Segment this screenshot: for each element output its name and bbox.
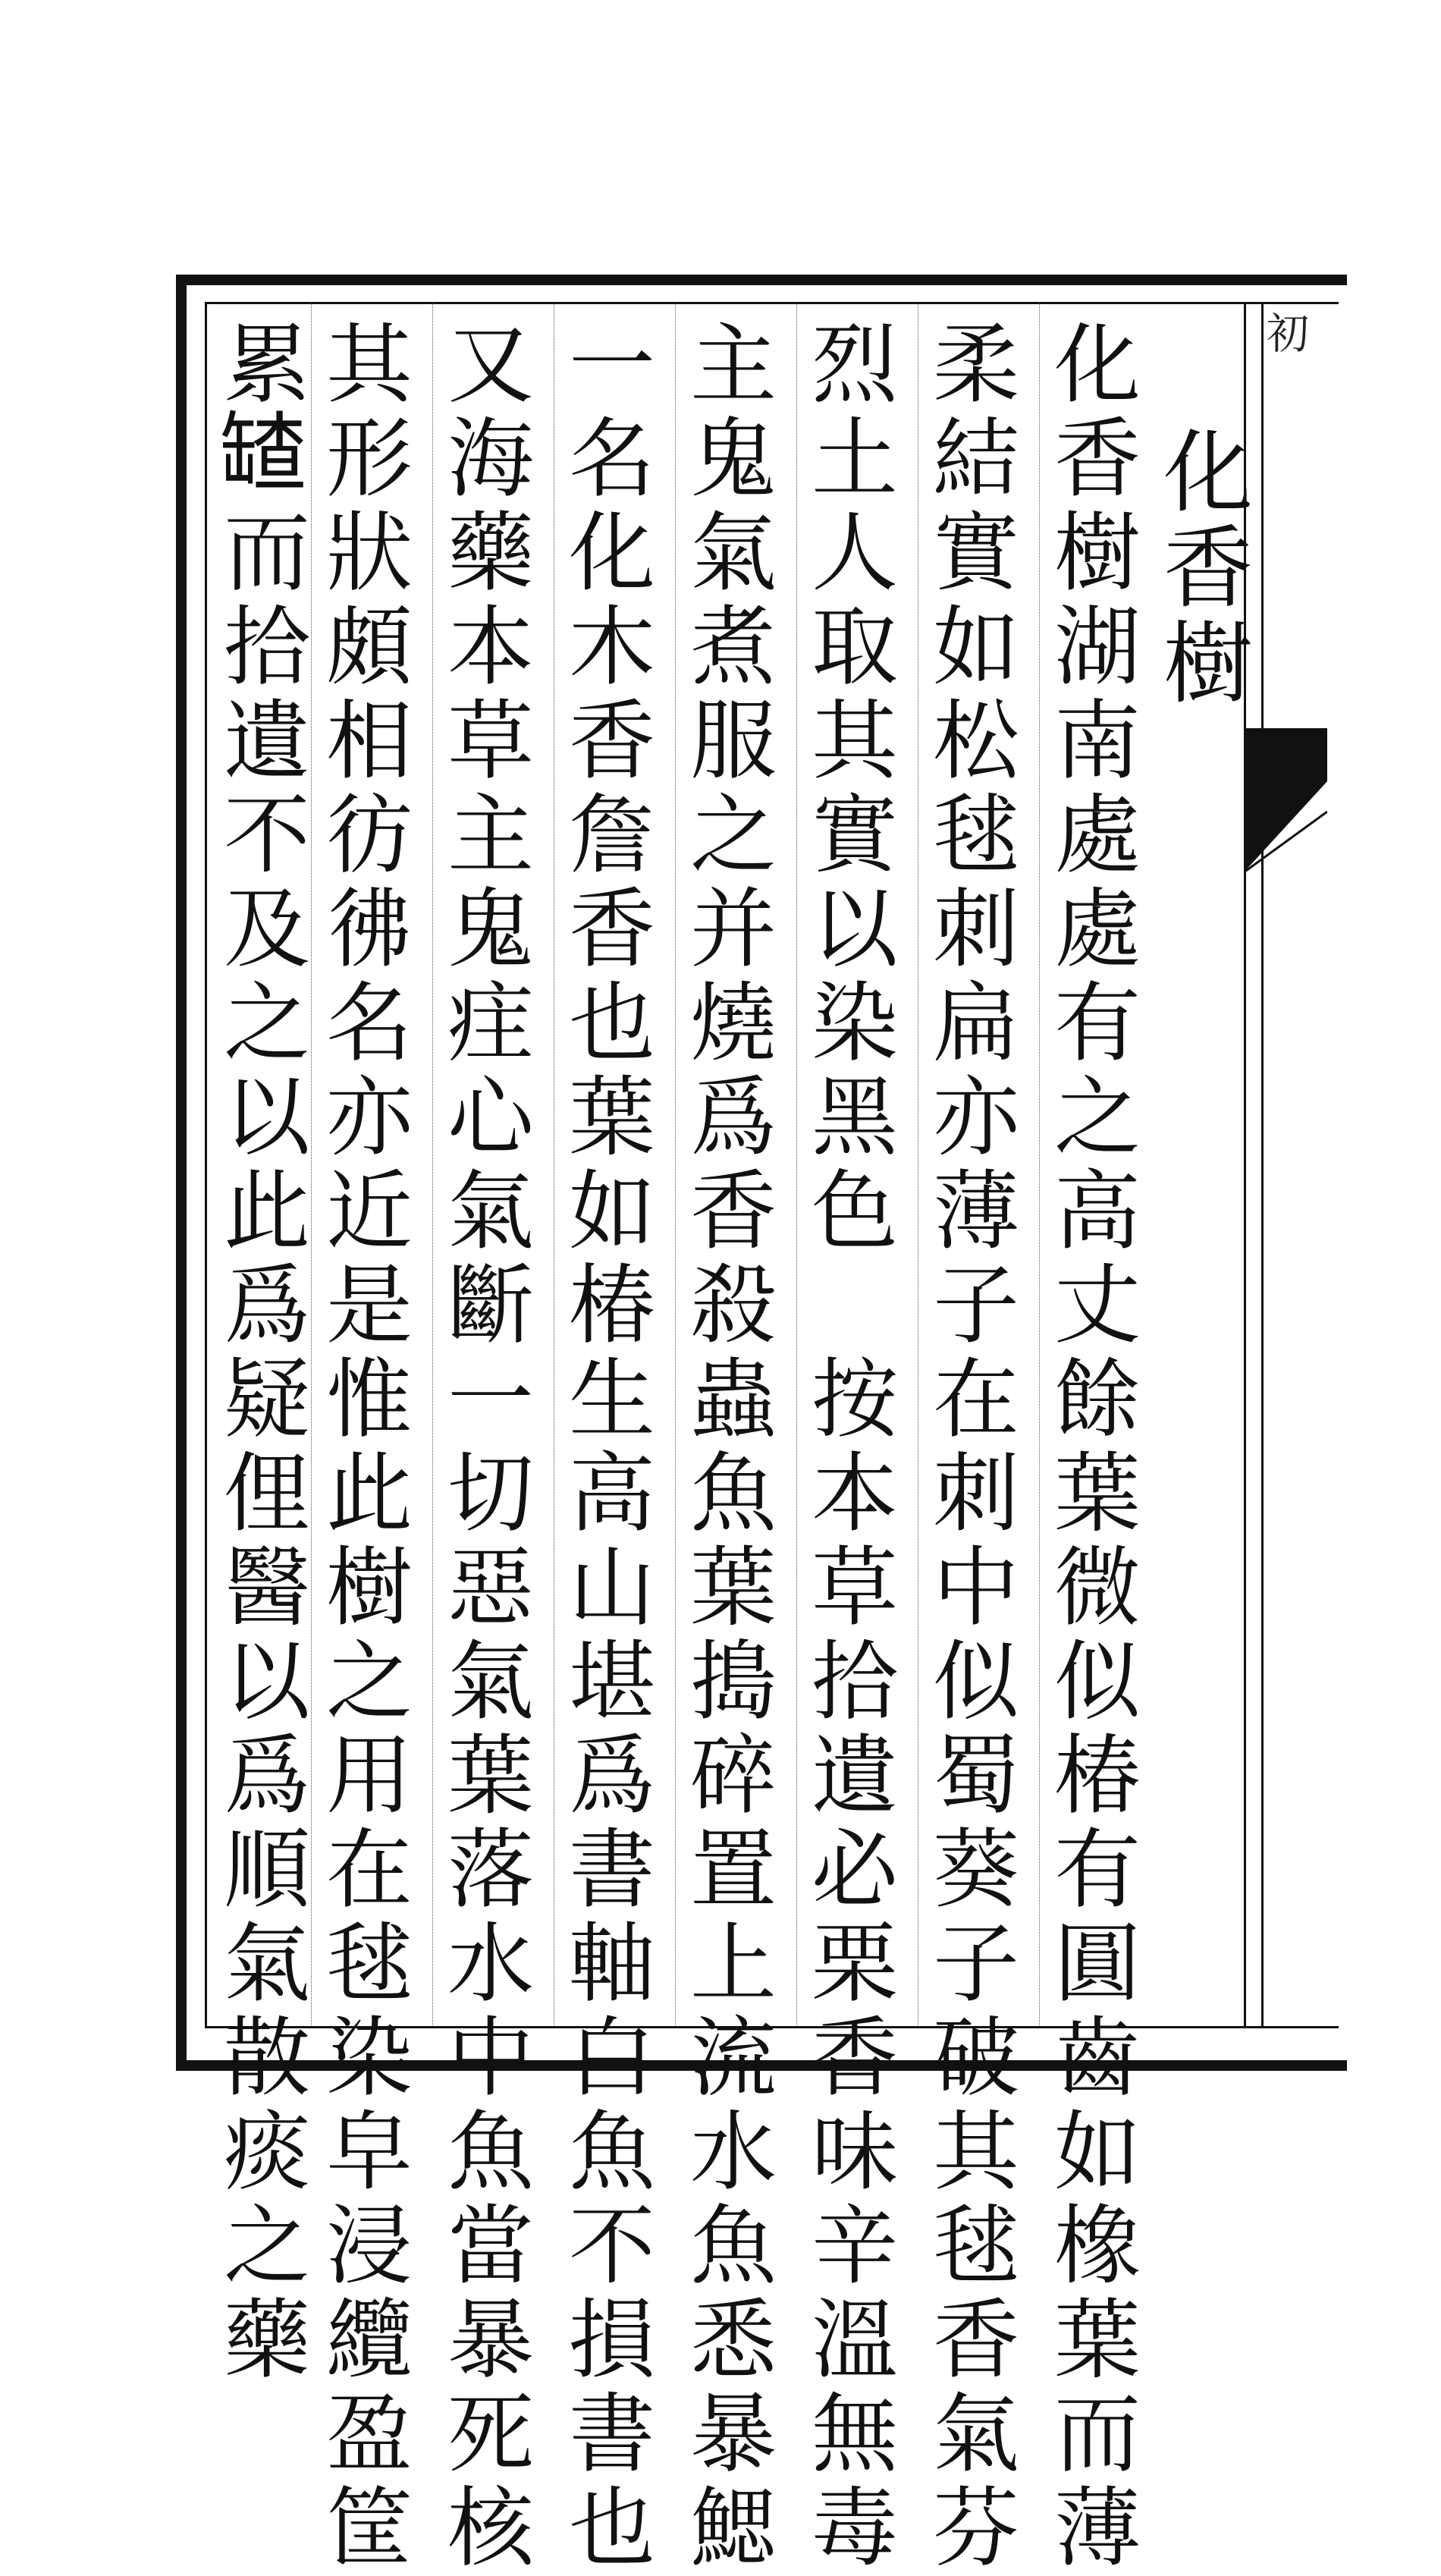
text-column-5: 一名化木香詹香也葉如椿生高山堪爲書軸白魚不損書也 — [554, 319, 655, 2576]
text-column-6: 又海藥本草主鬼疰心氣斷一切惡氣葉落水中魚當暴死核 — [433, 319, 534, 2576]
text-column-4: 主鬼氣煮服之并燒爲香殺蟲魚葉搗碎置上流水魚悉暴鰓 — [676, 319, 777, 2576]
spine-text: 初 — [1260, 311, 1309, 353]
text-column-2: 柔結實如松毬刺扁亦薄子在刺中似蜀葵子破其毬香氣芬 — [918, 319, 1019, 2576]
entry-title: 化香樹 — [1148, 425, 1253, 712]
text-column-3: 烈土人取其實以染黑色 按本草拾遺必栗香味辛溫無毒 — [797, 319, 898, 2576]
fish-tail-mark — [1244, 728, 1327, 872]
text-column-7: 其形狀頗相彷彿名亦近是惟此樹之用在毬染皁浸纜盈筐 — [312, 319, 413, 2576]
text-column-1: 化香樹湖南處處有之高丈餘葉微似椿有圓齒如橡葉而薄 — [1040, 319, 1141, 2576]
text-column-8: 累𦉆而拾遺不及之以此爲疑俚醫以爲順氣散痰之藥 — [209, 319, 310, 2388]
